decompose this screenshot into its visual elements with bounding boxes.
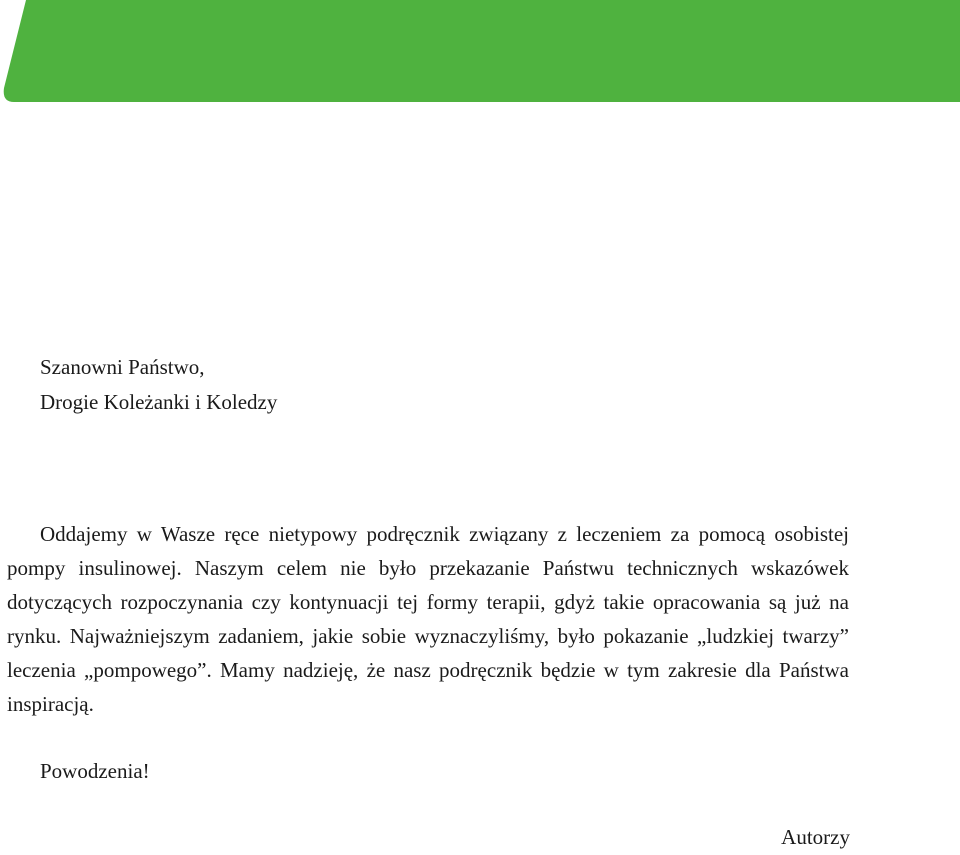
green-banner-shape: [0, 0, 960, 104]
letter-paragraph-text: Oddajemy w Wasze ręce nietypowy podręcznik związany z leczeniem za pomocą osobistej pompy insulinowej. Naszym celem nie było przekazanie Państwu technicznych wskazówek dotyczących rozpoczynania czy kontynuacji tej formy terapii, gdyż takie opracowania są już na rynku. Najważniejszym zadaniem, jakie sobie wyznaczyliśmy, było pokazanie „ludzkiej twarzy” leczenia „pompowego”. Mamy nadzieję, że nasz podręcznik będzie w tym zakresie dla Państwa inspiracją.: [7, 522, 849, 716]
header-banner: [0, 0, 960, 104]
greeting-line-2: Drogie Koleżanki i Koledzy: [40, 390, 278, 414]
greeting: [40, 350, 277, 420]
letter-paragraph: [7, 517, 849, 721]
signature: Autorzy: [781, 825, 850, 849]
greeting-line-1: Szanowni Państwo,: [40, 355, 205, 379]
closing-line: Powodzenia!: [40, 759, 150, 783]
